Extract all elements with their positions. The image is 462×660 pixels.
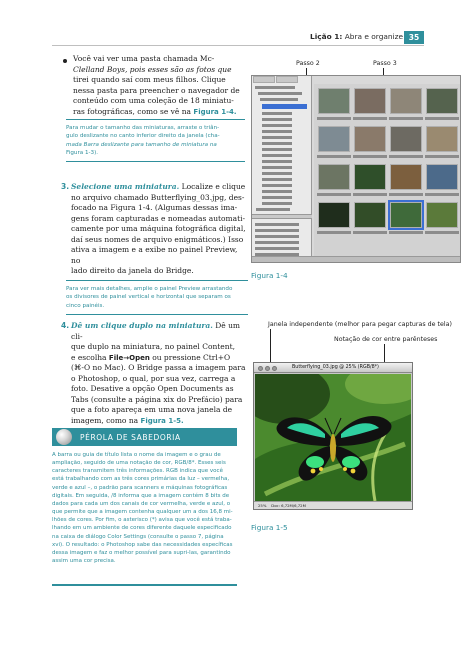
tree-row bbox=[262, 142, 292, 145]
filter-row bbox=[255, 247, 299, 250]
filter-row bbox=[255, 241, 299, 244]
thumbnail-caption bbox=[425, 155, 459, 158]
window-title: Butterflying_03.jpg @ 25% (RGB/8*) bbox=[292, 365, 379, 370]
thumbnail-caption bbox=[425, 231, 459, 234]
tree-row bbox=[262, 148, 292, 151]
thumbnail-caption bbox=[389, 193, 423, 196]
thumbnail-caption bbox=[389, 117, 423, 120]
photo-thumbnail[interactable] bbox=[318, 202, 350, 228]
thumbnail-caption bbox=[317, 193, 351, 196]
bullet-marker bbox=[63, 59, 67, 63]
tree-row bbox=[262, 178, 292, 181]
lesson-heading: Lição 1: Abra e organize bbox=[310, 32, 404, 41]
photo-thumbnail[interactable] bbox=[354, 88, 386, 114]
callout-step-3: Passo 3 bbox=[373, 60, 397, 67]
panel-tab bbox=[276, 76, 298, 83]
tree-row bbox=[262, 160, 292, 163]
tree-row bbox=[262, 130, 292, 133]
panel-tab bbox=[253, 76, 275, 83]
tree-row bbox=[258, 92, 302, 95]
bridge-screenshot bbox=[251, 75, 461, 263]
tree-row bbox=[256, 208, 290, 211]
close-window-icon[interactable] bbox=[258, 366, 263, 371]
thumbnail-caption bbox=[425, 193, 459, 196]
tree-row bbox=[255, 86, 295, 89]
figure-caption-1-4: Figura 1-4 bbox=[251, 271, 288, 280]
tree-row bbox=[262, 196, 292, 199]
step-3-paragraph: Selecione uma miniatura. Localize e clique no arquivo chamado Butterflying_03.jpg, des- focado na Figura 1-4. (Algumas dessas ima- gens foram capturadas e nomeadas automati- camente por uma máquina fotográfica digital, daí seus nomes de arquivo enigmáticos.) Isso ativa a imagem e a exibe no painel Preview, no lado direito da janela do Bridge. bbox=[71, 182, 246, 275]
thumbnail-caption bbox=[389, 155, 423, 158]
tree-row bbox=[262, 118, 292, 121]
photo-thumbnail[interactable] bbox=[426, 88, 458, 114]
thumbnail-caption bbox=[317, 231, 351, 234]
selected-folder bbox=[262, 104, 307, 109]
tree-row bbox=[262, 112, 292, 115]
photoshop-image-window bbox=[253, 362, 413, 510]
tree-row bbox=[262, 124, 292, 127]
photo-thumbnail[interactable] bbox=[426, 126, 458, 152]
tree-row bbox=[262, 190, 292, 193]
wisdom-title: PÉROLA DE SABEDORIA bbox=[80, 433, 181, 442]
photo-thumbnail[interactable] bbox=[318, 126, 350, 152]
minimize-window-icon[interactable] bbox=[265, 366, 270, 371]
running-header bbox=[300, 31, 462, 45]
bullet-paragraph: Você vai ver uma pasta chamada Mc- Clelland Boys, pois esses são as fotos que tirei quando saí com meus filhos. Clique nessa pasta para preencher o navegador de conteúdo com uma coleção de 18 miniatu- ras fotográficas, como se vê na Figura 1-4. bbox=[73, 54, 240, 116]
panel-divider bbox=[252, 214, 312, 219]
header-rule bbox=[52, 45, 424, 46]
tree-row bbox=[262, 154, 292, 157]
step-4-heading: Dê um clique duplo na miniatura. bbox=[71, 321, 213, 330]
thumbnail-caption bbox=[317, 155, 351, 158]
figure-reference: Figura 1-4. bbox=[193, 107, 237, 116]
window-title-bar[interactable] bbox=[254, 363, 412, 373]
step-number-4: 4. bbox=[61, 321, 70, 330]
photo-thumbnail[interactable] bbox=[390, 88, 422, 114]
tree-row bbox=[262, 172, 292, 175]
filter-row bbox=[255, 229, 299, 232]
callout-step-2: Passo 2 bbox=[296, 60, 320, 67]
photo-thumbnail[interactable] bbox=[426, 164, 458, 190]
thumbnail-caption bbox=[353, 117, 387, 120]
photo-thumbnail[interactable] bbox=[354, 126, 386, 152]
callout-independent-window: Janela independente (melhor para pegar capturas de tela) bbox=[268, 321, 452, 328]
photo-thumbnail[interactable] bbox=[426, 202, 458, 228]
photo-thumbnail[interactable] bbox=[354, 202, 386, 228]
step-3-heading: Selecione uma miniatura. bbox=[71, 182, 180, 191]
tip-note-1: Para mudar o tamanho das miniaturas, arraste o triân- gulo deslizante no canto inferior direito da janela (cha- mada Barra deslizante para tamanho de miniatura na Figura 1-3). bbox=[66, 119, 245, 162]
photo-thumbnail[interactable] bbox=[390, 126, 422, 152]
tree-row bbox=[260, 98, 298, 101]
bridge-status-bar bbox=[252, 256, 460, 262]
tree-row bbox=[262, 184, 292, 187]
photo-thumbnail[interactable] bbox=[354, 164, 386, 190]
callout-line-window bbox=[270, 329, 271, 364]
bridge-folders-panel bbox=[252, 76, 312, 262]
thumbnail-caption bbox=[353, 155, 387, 158]
tree-row bbox=[262, 202, 292, 205]
butterfly-illustration bbox=[255, 374, 411, 501]
thumbnail-caption bbox=[353, 231, 387, 234]
filter-row bbox=[255, 223, 299, 226]
butterfly-photo bbox=[255, 374, 411, 501]
tip-note-2: Para ver mais detalhes, amplie o painel Preview arrastando os divisores de painel vertical e horizontal que separam os cinco painéis. bbox=[66, 280, 248, 315]
filter-row bbox=[255, 235, 299, 238]
thumbnail-caption bbox=[389, 231, 423, 234]
page-number: 35 bbox=[404, 31, 424, 44]
thumbnail-caption bbox=[353, 193, 387, 196]
figure-reference: Figura 1-5. bbox=[140, 416, 184, 425]
thumbnail-caption bbox=[317, 117, 351, 120]
photo-thumbnail[interactable] bbox=[318, 164, 350, 190]
step-number-3: 3. bbox=[61, 182, 70, 191]
tree-row bbox=[262, 166, 292, 169]
zoom-level[interactable]: 25% bbox=[258, 503, 267, 508]
selected-thumbnail[interactable] bbox=[390, 202, 422, 228]
photo-thumbnail[interactable] bbox=[318, 88, 350, 114]
callout-color-notation: Notação de cor entre parênteses bbox=[334, 336, 438, 343]
callout-line-notation bbox=[384, 344, 385, 364]
zoom-window-icon[interactable] bbox=[272, 366, 277, 371]
wisdom-body: A barra ou guia de título lista o nome da imagem e o grau de ampliação, seguido de uma notação de cor, RGB/8*. Esses seis caracteres transmitem três informações. RGB indica que você está trabalhando com as três cores primárias da luz – vermelha, verde e azul –, o padrão para scanners e máquinas fotográficas digitais. Em seguida, /8 informa que a imagem contém 8 bits de dados para cada um dos canais de cor vermelha, verde e azul, o que permite que a imagem contenha qualquer um a dos 16,8 mi- lhões de cores. Por fim, o asterisco (*) avisa que você está traba- lhando em um ambiente de cores diferente daquele especificado na caixa de diálogo Color Settings (consulte o passo 7, página xvi). O resultado: o Photoshop sabe das necessidades específicas dessa imagem e faz o melhor possível para supri-las, garantindo assim uma cor precisa. bbox=[52, 452, 233, 565]
photo-thumbnail[interactable] bbox=[390, 164, 422, 190]
document-size: Doc: 6,72M/6,72M bbox=[271, 503, 306, 508]
pearl-icon bbox=[56, 429, 72, 445]
figure-caption-1-5: Figura 1-5 bbox=[251, 523, 288, 532]
thumbnail-caption bbox=[425, 117, 459, 120]
window-status-bar bbox=[254, 501, 412, 509]
tree-row bbox=[262, 136, 292, 139]
bridge-content-panel bbox=[314, 84, 460, 260]
wisdom-bottom-rule bbox=[52, 584, 237, 586]
step-4-paragraph: Dê um clique duplo na miniatura. Dê um cli- que duplo na miniatura, no painel Content, e escolha File→Open ou pressione Ctrl+O (⌘-O no Mac). O Bridge passa a imagem para o Photoshop, o qual, por sua vez, carrega a foto. Desative a opção Open Documents as Tabs (consulte a página xix do Prefácio) para que a foto apareça em uma nova janela de imagem, como na Figura 1-5. bbox=[71, 321, 246, 425]
